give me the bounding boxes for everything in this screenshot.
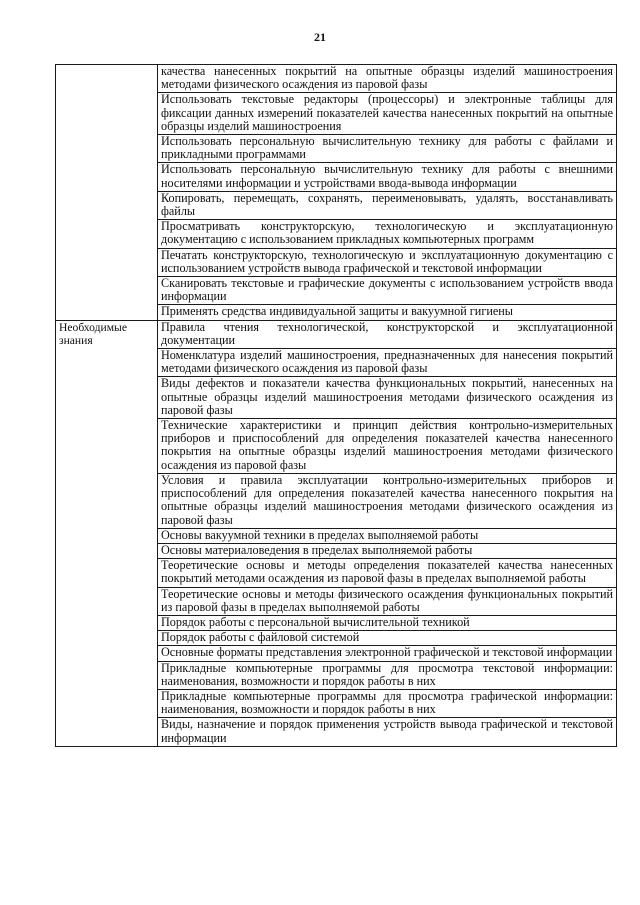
requirement-text: Печатать конструкторскую, технологическую и эксплуатационную документацию с использованием устройств вывода графической и текстовой информации xyxy=(158,248,617,276)
requirement-text: Сканировать текстовые и графические документы с использованием устройств ввода информации xyxy=(158,277,617,305)
requirement-text: Копировать, перемещать, сохранять, переименовывать, удалять, восстанавливать файлы xyxy=(158,191,617,219)
section-label-cell xyxy=(56,320,158,746)
requirement-text: Прикладные компьютерные программы для просмотра текстовой информации: наименования, возможности и порядок работы в них xyxy=(158,661,617,689)
requirement-text: Порядок работы с файловой системой xyxy=(158,631,617,646)
table-row xyxy=(56,65,617,93)
requirement-text: Основные форматы представления электронной графической и текстовой информации xyxy=(158,646,617,661)
requirement-text: Условия и правила эксплуатации контрольно-измерительных приборов и приспособлений для определения показателей качества нанесенного покрытия на опытные образцы изделий машиностроения методами физического осаждения из паровой фазы xyxy=(158,473,617,528)
requirement-text: Номенклатура изделий машиностроения, предназначенных для нанесения покрытий методами физического осаждения из паровой фазы xyxy=(158,349,617,377)
section-label-cell xyxy=(56,65,158,321)
requirement-text: качества нанесенных покрытий на опытные образцы изделий машиностроения методами физического осаждения из паровой фазы xyxy=(158,65,617,93)
table-row xyxy=(56,320,617,348)
requirement-text: Виды дефектов и показатели качества функциональных покрытий, нанесенных на опытные образцы изделий машиностроения методами физического осаждения из паровой фазы xyxy=(158,377,617,419)
requirement-text: Порядок работы с персональной вычислительной техникой xyxy=(158,615,617,630)
requirement-text: Использовать персональную вычислительную технику для работы с внешними носителями информации и устройствами ввода-вывода информации xyxy=(158,163,617,191)
requirement-text: Применять средства индивидуальной защиты и вакуумной гигиены xyxy=(158,305,617,320)
requirement-text: Использовать текстовые редакторы (процессоры) и электронные таблицы для фиксации данных измерений показателей качества нанесенных покрытий на опытные образцы изделий машиностроения xyxy=(158,93,617,135)
competency-table xyxy=(55,64,617,747)
requirement-text: Прикладные компьютерные программы для просмотра графической информации: наименования, возможности и порядок работы в них xyxy=(158,689,617,717)
table-body xyxy=(56,65,617,747)
page-number: 21 xyxy=(314,30,326,44)
requirement-text: Просматривать конструкторскую, технологическую и эксплуатационную документацию с использованием прикладных компьютерных программ xyxy=(158,220,617,248)
requirement-text: Технические характеристики и принцип действия контрольно-измерительных приборов и приспособлений для определения показателей качества нанесенного покрытия на опытные образцы изделий машиностроения методами физического осаждения из паровой фазы xyxy=(158,419,617,474)
requirement-text: Основы материаловедения в пределах выполняемой работы xyxy=(158,543,617,558)
requirement-text: Теоретические основы и методы физического осаждения функциональных покрытий из паровой фазы в пределах выполняемой работы xyxy=(158,587,617,615)
requirement-text: Теоретические основы и методы определения показателей качества нанесенных покрытий методами осаждения из паровой фазы в пределах выполняемой работы xyxy=(158,559,617,587)
requirement-text: Правила чтения технологической, конструкторской и эксплуатационной документации xyxy=(158,320,617,348)
requirement-text: Основы вакуумной техники в пределах выполняемой работы xyxy=(158,528,617,543)
requirement-text: Виды, назначение и порядок применения устройств вывода графической и текстовой информации xyxy=(158,718,617,746)
section-label: Необходимые знания xyxy=(59,320,127,347)
requirement-text: Использовать персональную вычислительную технику для работы с файлами и прикладными программами xyxy=(158,135,617,163)
